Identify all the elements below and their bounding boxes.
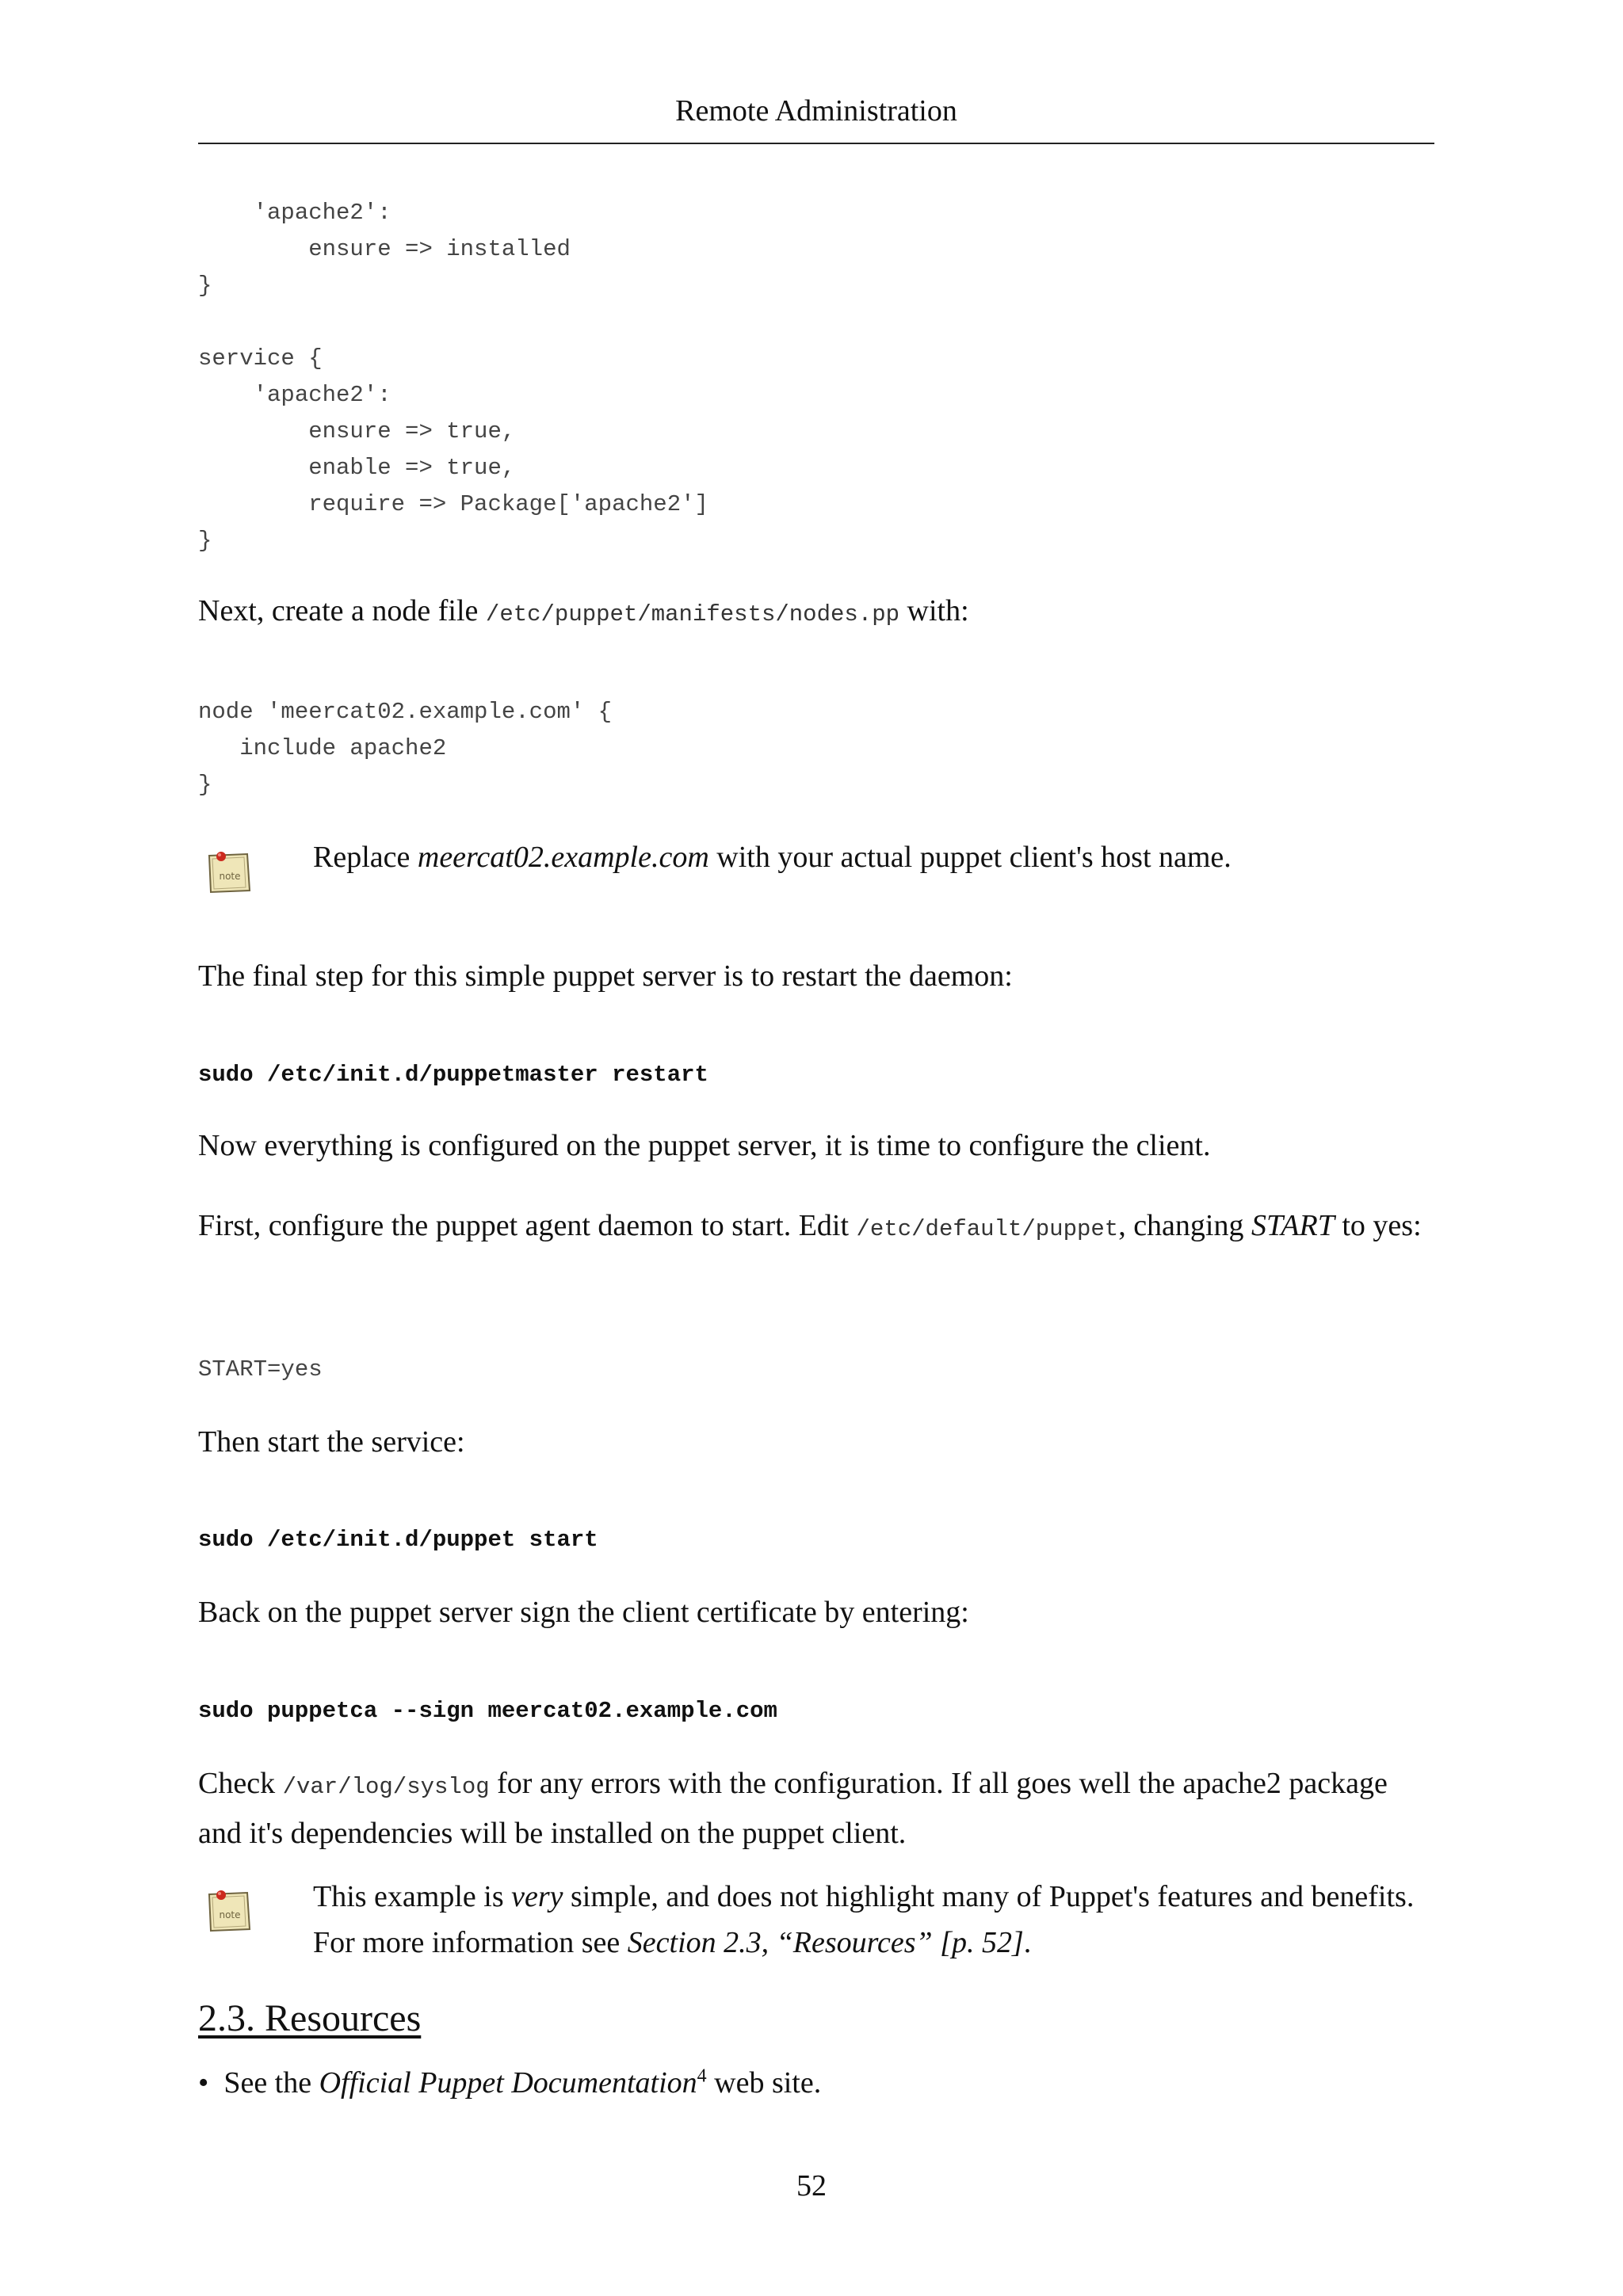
list-item: • See the Official Puppet Documentation$^4$ web site.: [198, 2065, 822, 2100]
file-path: /etc/default/puppet: [856, 1216, 1119, 1242]
svg-text:note: note: [219, 1909, 241, 1920]
cross-reference-link[interactable]: Section 2.3, “Resources” [p. 52]: [627, 1926, 1024, 1959]
code-start-yes: START=yes: [198, 1356, 323, 1383]
code-line: require => Package['apache2']: [198, 491, 708, 517]
header-rule: [198, 143, 1434, 144]
code-line: }: [198, 273, 212, 299]
paragraph-sign-certificate: Back on the puppet server sign the client certificate by entering:: [198, 1596, 969, 1629]
code-line: 'apache2':: [198, 200, 391, 226]
paragraph-start-service: Then start the service:: [198, 1425, 465, 1459]
bullet-marker: •: [198, 2066, 209, 2100]
page-number: 52: [796, 2169, 827, 2203]
command-start-puppet: sudo /etc/init.d/puppet start: [198, 1527, 598, 1553]
code-line: node 'meercat02.example.com' {: [198, 699, 613, 725]
code-line: ensure => installed: [198, 236, 571, 262]
command-restart-puppetmaster: sudo /etc/init.d/puppetmaster restart: [198, 1062, 708, 1088]
paragraph-final-step: The final step for this simple puppet server is to restart the daemon:: [198, 959, 1013, 993]
code-line: ensure => true,: [198, 418, 516, 444]
section-heading-resources[interactable]: 2.3. Resources: [198, 1997, 422, 2039]
documentation-link[interactable]: Official Puppet Documentation: [319, 2066, 697, 2100]
code-line: enable => true,: [198, 455, 516, 481]
note-icon: [204, 1886, 254, 1934]
note-simple-example: This example is very simple, and does not highlight many of Puppet's features and benefits. For more information see Section 2.3, “Resources” [p. 52].: [313, 1880, 1415, 1959]
code-line: include apache2: [198, 735, 447, 761]
svg-text:note: note: [219, 871, 241, 882]
command-sign-certificate: sudo puppetca --sign meercat02.example.com: [198, 1698, 777, 1724]
code-line: 'apache2':: [198, 382, 391, 408]
footnote-ref[interactable]: 4: [697, 2065, 707, 2087]
file-path: /var/log/syslog: [282, 1774, 490, 1800]
note-replace-hostname: Replace meercat02.example.com with your actual puppet client's host name.: [313, 841, 1232, 874]
code-line: }: [198, 772, 212, 798]
code-line: service {: [198, 345, 323, 372]
code-line: }: [198, 528, 212, 554]
note-icon: [204, 848, 254, 895]
paragraph-check-syslog: Check /var/log/syslog for any errors with the configuration. If all goes well the apache2 package and it's dependencies will be installed on the puppet client.: [198, 1767, 1388, 1850]
paragraph-configure-agent: First, configure the puppet agent daemon to start. Edit /etc/default/puppet, changing START to yes:: [198, 1209, 1422, 1242]
running-header: Remote Administration: [675, 94, 957, 128]
paragraph-configure-client: Now everything is configured on the puppet server, it is time to configure the client.: [198, 1129, 1211, 1162]
paragraph-node-file: Next, create a node file /etc/puppet/manifests/nodes.pp with:: [198, 594, 969, 627]
file-path: /etc/puppet/manifests/nodes.pp: [485, 601, 900, 627]
